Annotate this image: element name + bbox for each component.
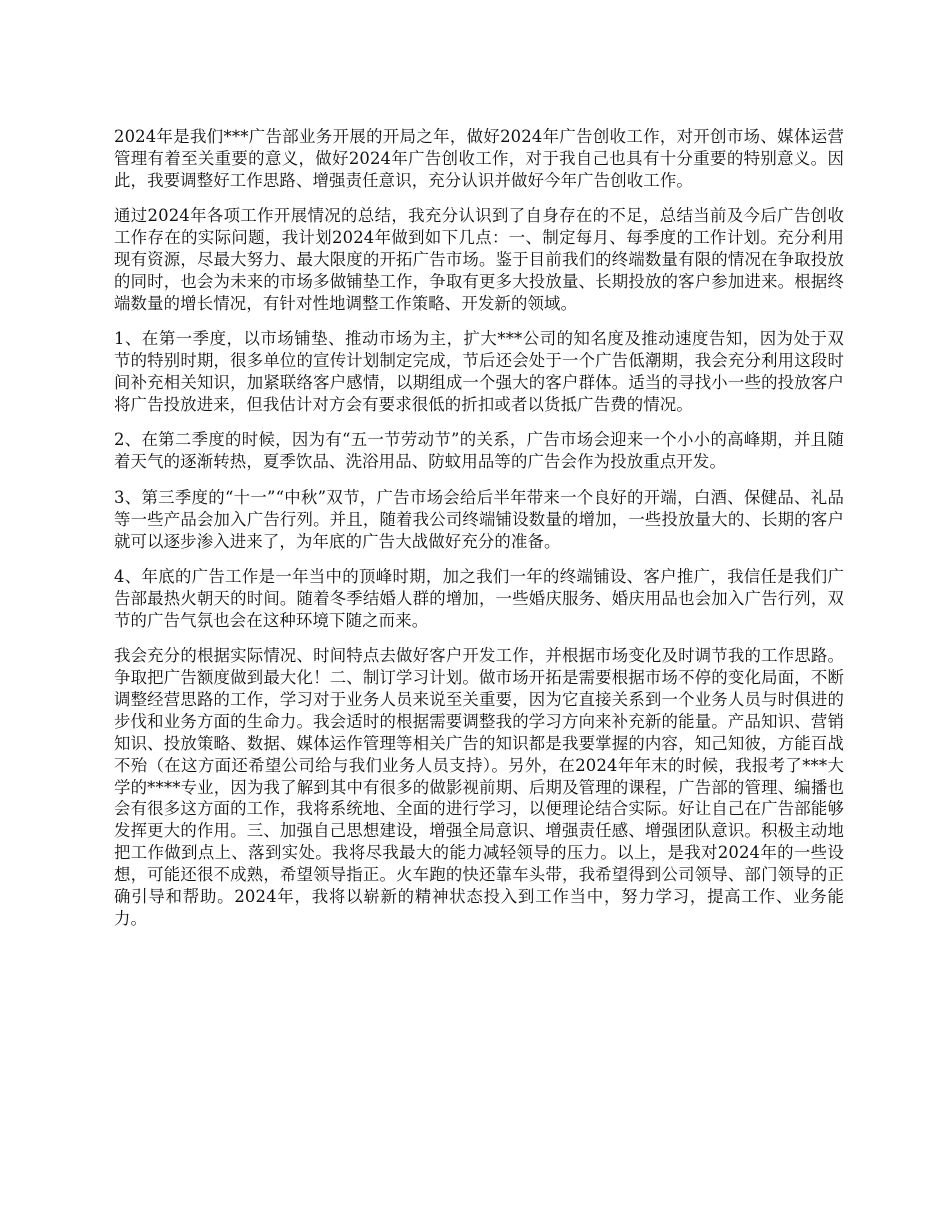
paragraph-plan: 我会充分的根据实际情况、时间特点去做好客户开发工作，并根据市场变化及时调节我的工作思路。争取把广告额度做到最大化！二、制订学习计划。做市场开拓是需要根据市场不停的变化局面，不断调整经营思路的工作，学习对于业务人员来说至关重要，因为它直接关系到一个业务人员与时俱进的步伐和业务方面的生命力。我会适时的根据需要调整我的学习方向来补充新的能量。产品知识、营销知识、投放策略、数据、媒体运作管理等相关广告的知识都是我要掌握的内容，知己知彼，方能百战不殆（在这方面还希望公司给与我们业务人员支持）。另外，在2024年年末的时候，我报考了***大学的****专业，因为我了解到其中有很多的做影视前期、后期及管理的课程，广告部的管理、编播也会有很多这方面的工作，我将系统地、全面的进行学习，以便理论结合实际。好让自己在广告部能够发挥更大的作用。三、加强自己思想建设，增强全局意识、增强责任感、增强团队意识。积极主动地把工作做到点上、落到实处。我将尽我最大的能力减轻领导的压力。以上，是我对2024年的一些设想，可能还很不成熟，希望领导指正。火车跑的快还靠车头带，我希望得到公司领导、部门领导的正确引导和帮助。2024年，我将以崭新的精神状态投入到工作当中，努力学习，提高工作、业务能力。 [114,646,844,928]
paragraph-q2: 2、在第二季度的时候，因为有“五一节劳动节”的关系，广告市场会迎来一个小小的高峰期，并且随着天气的逐渐转热，夏季饮品、洗浴用品、防蚊用品等的广告会作为投放重点开发。 [114,430,844,472]
paragraph-summary: 通过2024年各项工作开展情况的总结，我充分认识到了自身存在的不足，总结当前及今后广告创收工作存在的实际问题，我计划2024年做到如下几点：一、制定每月、每季度的工作计划。充分利用现有资源，尽最大努力、最大限度的开拓广告市场。鉴于目前我们的终端数量有限的情况在争取投放的同时，也会为未来的市场多做铺垫工作，争取有更多大投放量、长期投放的客户参加进来。根据终端数量的增长情况，有针对性地调整工作策略、开发新的领域。 [114,206,844,313]
paragraph-q3: 3、第三季度的“十一”“中秋”双节，广告市场会给后半年带来一个良好的开端，白酒、保健品、礼品等一些产品会加入广告行列。并且，随着我公司终端铺设数量的增加，一些投放量大的、长期的客户就可以逐步渗入进来了，为年底的广告大战做好充分的准备。 [114,487,844,551]
paragraph-q4: 4、年底的广告工作是一年当中的顶峰时期，加之我们一年的终端铺设、客户推广，我信任是我们广告部最热火朝天的时间。随着冬季结婚人群的增加，一些婚庆服务、婚庆用品也会加入广告行列，双节的广告气氛也会在这种环境下随之而来。 [114,566,844,630]
paragraph-intro: 2024年是我们***广告部业务开展的开局之年，做好2024年广告创收工作，对开创市场、媒体运营管理有着至关重要的意义，做好2024年广告创收工作，对于我自己也具有十分重要的特别意义。因此，我要调整好工作思路、增强责任意识，充分认识并做好今年广告创收工作。 [114,127,844,190]
paragraph-q1: 1、在第一季度，以市场铺垫、推动市场为主，扩大***公司的知名度及推动速度告知，因为处于双节的特别时期，很多单位的宣传计划制定完成，节后还会处于一个广告低潮期，我会充分利用这段时间补充相关知识，加紧联络客户感情，以期组成一个强大的客户群体。适当的寻找小一些的投放客户将广告投放进来，但我估计对方会有要求很低的折扣或者以货抵广告费的情况。 [114,329,844,414]
document-body [114,126,844,943]
